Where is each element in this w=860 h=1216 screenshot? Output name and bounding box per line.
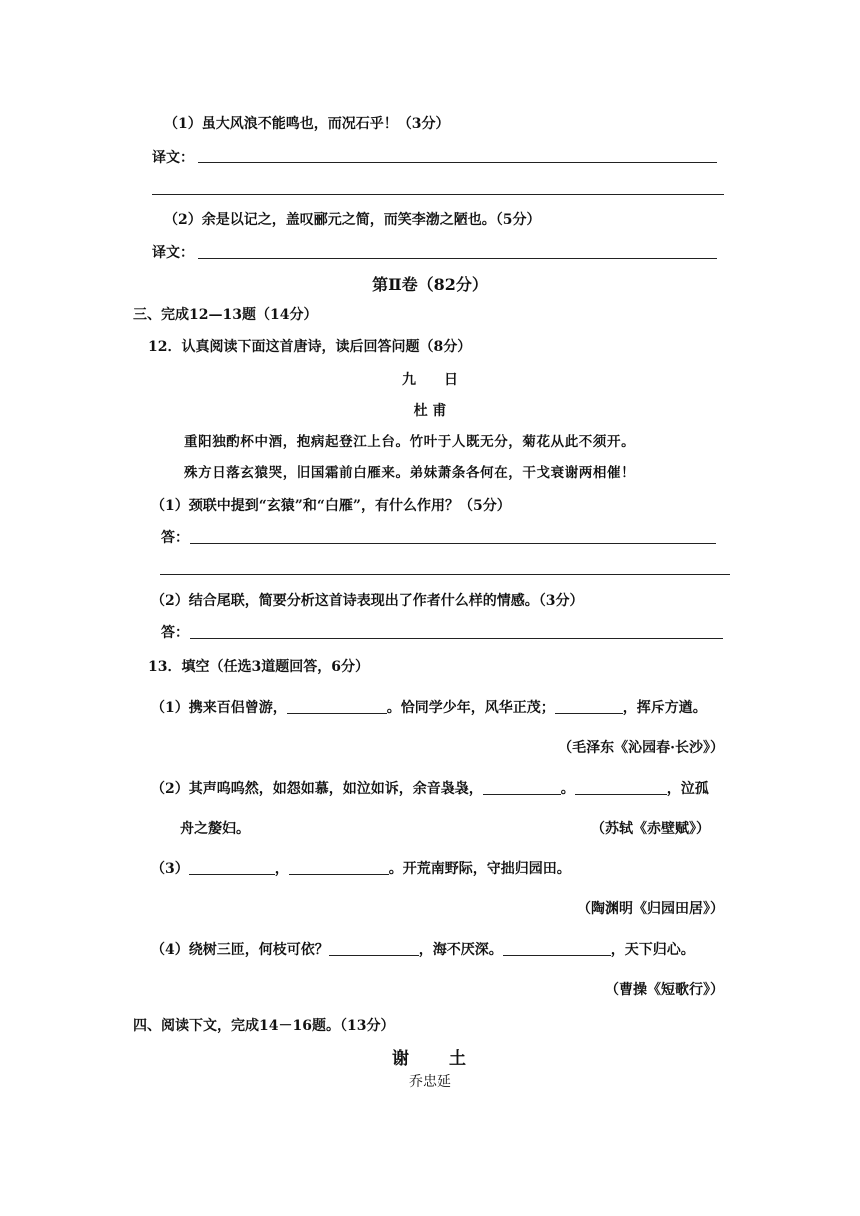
fill-blank[interactable] bbox=[483, 780, 561, 795]
question-12-2: （2）结合尾联，简要分析这首诗表现出了作者什么样的情感。（3分） bbox=[151, 593, 584, 609]
answer-line[interactable] bbox=[152, 194, 724, 195]
fill-blank[interactable] bbox=[503, 941, 611, 956]
answer-label-2: 答： bbox=[161, 625, 189, 641]
fill-text: ，挥斥方遒。 bbox=[622, 700, 707, 716]
fill-item-4 bbox=[151, 940, 695, 960]
fill-blank[interactable] bbox=[289, 860, 389, 875]
fill-source-4: （曹操《短歌行》） bbox=[605, 982, 724, 998]
fill-item-2 bbox=[151, 779, 709, 799]
fill-item-1 bbox=[151, 698, 707, 718]
poem-title: 九 日 bbox=[402, 372, 458, 388]
answer-line[interactable] bbox=[160, 574, 730, 575]
fill-text: （2）其声呜呜然，如怨如慕，如泣如诉，余音袅袅， bbox=[151, 781, 483, 797]
translation-label-2: 译文： bbox=[152, 245, 194, 261]
fill-blank[interactable] bbox=[575, 780, 667, 795]
fill-text: （1）携来百侣曾游， bbox=[151, 700, 287, 716]
fill-text: ， bbox=[274, 861, 289, 877]
fill-item-3 bbox=[151, 859, 571, 879]
article-author: 乔忠延 bbox=[409, 1074, 451, 1090]
fill-blank[interactable] bbox=[329, 941, 419, 956]
fill-text: 。恰同学少年，风华正茂； bbox=[386, 700, 555, 716]
fill-text: （4）绕树三匝，何枝可依？ bbox=[151, 942, 329, 958]
fill-text: （3） bbox=[151, 861, 189, 877]
fill-text: ，海不厌深。 bbox=[418, 942, 503, 958]
fill-text: ，天下归心。 bbox=[610, 942, 695, 958]
fill-item-2-cont: 舟之嫠妇。 bbox=[180, 821, 250, 837]
part3-heading: 三、完成12—13题（14分） bbox=[133, 307, 318, 323]
fill-text: 。开荒南野际，守拙归园田。 bbox=[388, 861, 571, 877]
translation-label-1: 译文： bbox=[152, 150, 194, 166]
fill-source-2: （苏轼《赤壁赋》） bbox=[591, 821, 710, 837]
question-13: 13．填空（任选3道题回答，6分） bbox=[148, 659, 369, 675]
fill-text: ，泣孤 bbox=[666, 781, 709, 797]
fill-text: 。 bbox=[560, 781, 575, 797]
answer-line[interactable] bbox=[198, 258, 717, 259]
article-title: 谢 土 bbox=[392, 1049, 468, 1069]
question-12: 12．认真阅读下面这首唐诗，读后回答问题（8分） bbox=[148, 339, 472, 355]
answer-line[interactable] bbox=[190, 638, 723, 639]
section-title: 第Ⅱ卷（82分） bbox=[372, 275, 488, 294]
fill-source-3: （陶渊明《归园田居》） bbox=[577, 901, 724, 917]
question-12-1: （1）颈联中提到“玄猿”和“白雁”，有什么作用？（5分） bbox=[151, 498, 511, 514]
fill-blank[interactable] bbox=[189, 860, 275, 875]
answer-line[interactable] bbox=[198, 162, 717, 163]
poem-line-1: 重阳独酌杯中酒，抱病起登江上台。竹叶于人既无分，菊花从此不须开。 bbox=[184, 434, 636, 450]
translation-question-2: （2）余是以记之，盖叹郦元之简，而笑李渤之陋也。（5分） bbox=[164, 212, 541, 228]
fill-blank[interactable] bbox=[287, 699, 387, 714]
part4-heading: 四、阅读下文，完成14－16题。（13分） bbox=[133, 1018, 395, 1034]
poem-line-2: 殊方日落玄猿哭，旧国霜前白雁来。弟妹萧条各何在，干戈衰谢两相催！ bbox=[184, 465, 636, 481]
answer-label-1: 答： bbox=[161, 530, 189, 546]
translation-question-1: （1）虽大风浪不能鸣也，而况石乎！（3分） bbox=[164, 116, 450, 132]
poem-author: 杜 甫 bbox=[413, 403, 447, 419]
answer-line[interactable] bbox=[190, 543, 716, 544]
fill-source-1: （毛泽东《沁园春·长沙》） bbox=[558, 740, 724, 756]
fill-blank[interactable] bbox=[555, 699, 623, 714]
